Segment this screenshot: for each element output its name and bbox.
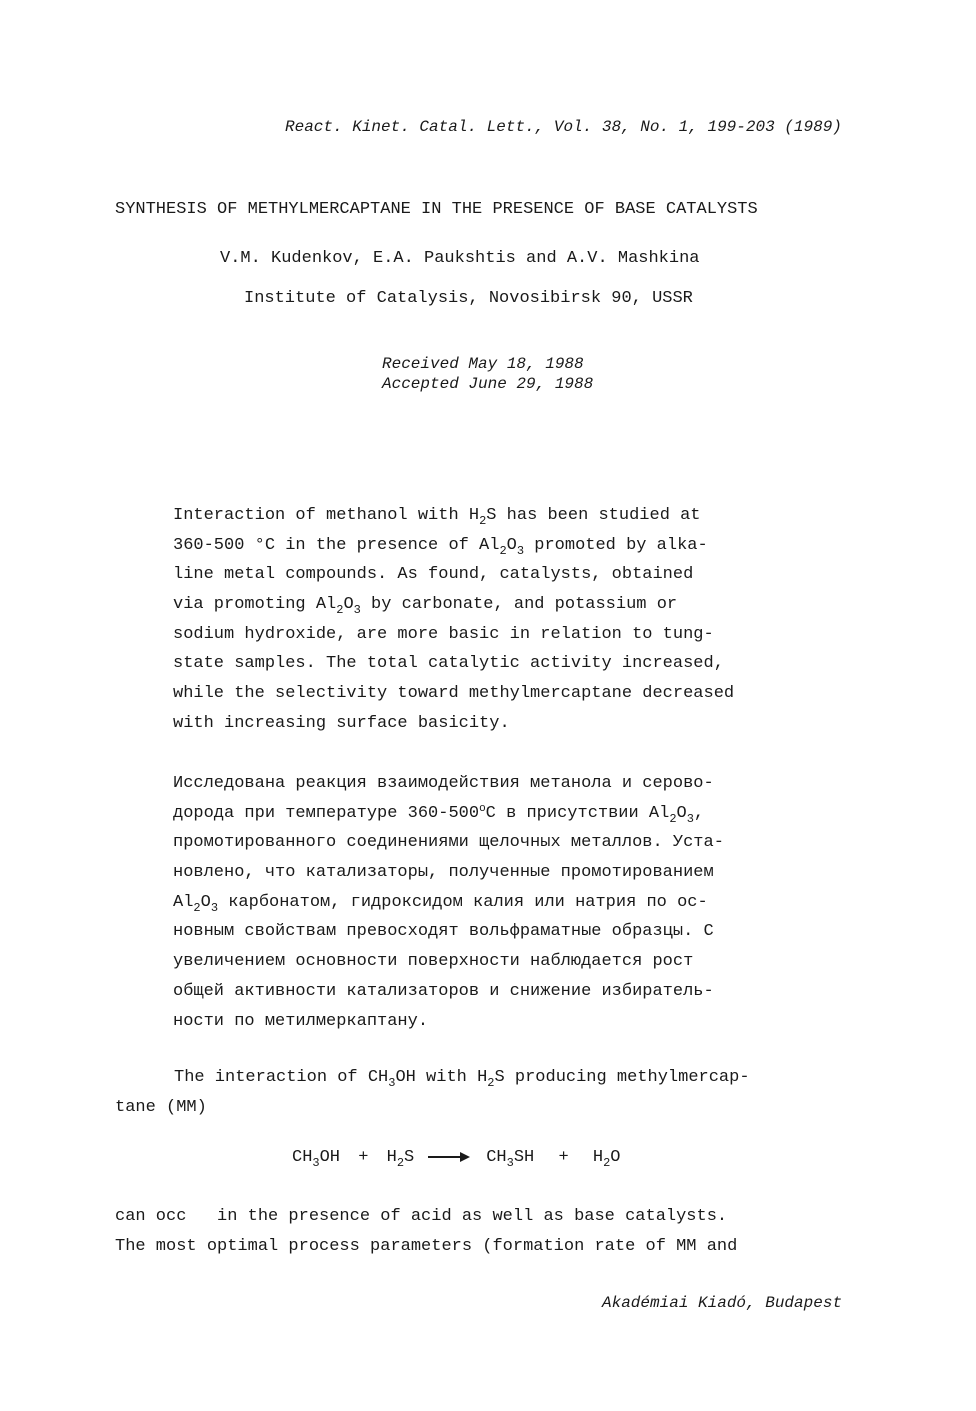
accepted-date: Accepted June 29, 1988	[382, 375, 594, 393]
abstract-line: новным свойствам превосходят вольфраматные образцы. С	[173, 922, 714, 942]
abstract-line: via promoting $Al_2O_3$ by carbonate, and potassium or	[173, 595, 678, 618]
abstract-line: новлено, что катализаторы, полученные промотированием	[173, 863, 714, 883]
body-paragraph-line: The most optimal process parameters (formation rate of MM and	[115, 1237, 738, 1256]
body-paragraph-line: can occ in the presence of acid as well as base catalysts.	[115, 1207, 728, 1226]
abstract-line: Interaction of methanol with $H_2S$ has been studied at	[173, 506, 701, 528]
body-paragraph-line: The interaction of $CH_3OH$ with $H_2S$ producing methylmercap-	[174, 1068, 750, 1090]
abstract-line: общей активности катализаторов и снижение избиратель-	[173, 981, 714, 1001]
abstract-line: with increasing surface basicity.	[173, 713, 510, 733]
abstract-line: while the selectivity toward methylmercaptane decreased	[173, 684, 735, 704]
authors: V.M. Kudenkov, E.A. Paukshtis and A.V. Mashkina	[220, 249, 700, 268]
abstract-line: ности по метилмеркаптану.	[173, 1011, 429, 1031]
received-date: Received May 18, 1988	[382, 355, 584, 373]
body-paragraph-line: tane (MM)	[115, 1098, 207, 1117]
abstract-line: промотированного соединениями щелочных металлов. Уста-	[173, 833, 724, 853]
abstract-russian	[173, 769, 724, 1036]
publisher-footer: Akadémiai Kiadó, Budapest	[602, 1294, 843, 1312]
paper-title: SYNTHESIS OF METHYLMERCAPTANE IN THE PRESENCE OF BASE CATALYSTS	[115, 200, 758, 219]
abstract-line: Исследована реакция взаимодействия метанола и серово-	[173, 774, 714, 793]
abstract-english	[173, 501, 734, 739]
abstract-line: line metal compounds. As found, catalysts, obtained	[173, 565, 694, 585]
abstract-line: дорода при температуре 360-500$^o$C в присутствии $Al_2O_3$,	[173, 802, 705, 826]
abstract-line: 360-500 °C in the presence of $Al_2O_3$ promoted by alka-	[173, 535, 708, 558]
abstract-line: $Al_2O_3$ карбонатом, гидроксидом калия или натрия по ос-	[173, 892, 708, 915]
reaction-arrow-icon	[428, 1156, 468, 1158]
journal-citation: React. Kinet. Catal. Lett., Vol. 38, No. 1, 199-203 (1989)	[285, 118, 842, 136]
abstract-line: sodium hydroxide, are more basic in relation to tung-	[173, 624, 714, 644]
abstract-line: увеличением основности поверхности наблюдается рост	[173, 952, 694, 972]
abstract-line: state samples. The total catalytic activity increased,	[173, 654, 724, 674]
reaction-equation: $CH_3OH + H_2S$ $CH_3SH + H_2O$	[292, 1148, 621, 1170]
affiliation: Institute of Catalysis, Novosibirsk 90, USSR	[244, 289, 693, 308]
